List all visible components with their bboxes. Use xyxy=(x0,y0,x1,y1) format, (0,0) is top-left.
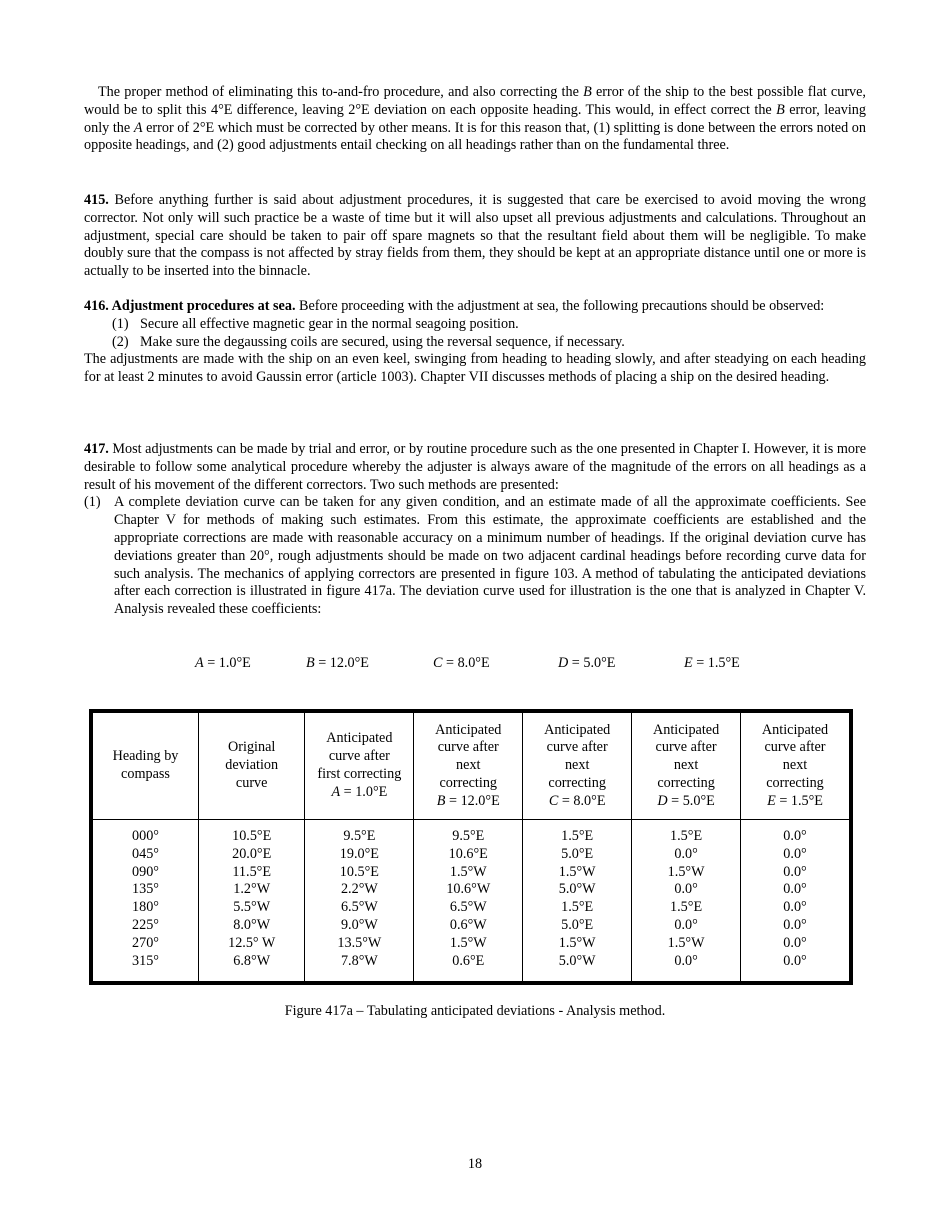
paragraph-text: Before proceeding with the adjustment at sea, the following precautions should be observed: xyxy=(295,298,825,314)
table-cell: 7.8°W xyxy=(340,952,378,969)
table-cell: 1.2°W xyxy=(233,881,271,898)
column-header: Anticipated curve after next correcting E = 1.5°E xyxy=(741,711,851,820)
table-cell: 225° xyxy=(132,916,159,933)
table-cell: 090° xyxy=(132,863,159,880)
coefficient-a: A = 1.0°E xyxy=(195,655,251,671)
table-cell: 0.0° xyxy=(674,952,698,969)
table-cell: 315° xyxy=(132,952,159,969)
table-cell: 1.5°W xyxy=(449,863,487,880)
column-header: Heading by compass xyxy=(91,711,198,820)
table-column xyxy=(414,820,523,984)
table-cell: 1.5°E xyxy=(561,899,594,916)
table-cell: 19.0°E xyxy=(339,845,379,862)
figure-caption: Figure 417a – Tabulating anticipated deviations - Analysis method. xyxy=(284,1003,666,1019)
table-column xyxy=(91,820,198,984)
table-cell: 2.2°W xyxy=(340,881,378,898)
section-heading: 416. Adjustment procedures at sea. xyxy=(84,298,296,314)
table-cell: 5.0°E xyxy=(561,916,594,933)
column-header: Anticipated curve after first correcting A = 1.0°E xyxy=(305,711,414,820)
table-cell: 1.5°W xyxy=(558,863,596,880)
table-cell: 0.0° xyxy=(783,828,807,844)
table-cell: 6.5°W xyxy=(449,899,487,916)
table-cell: 5.0°E xyxy=(561,845,594,862)
coefficient-e: E = 1.5°E xyxy=(684,655,740,671)
table-cell: 9.5°E xyxy=(343,828,376,844)
column-header: Anticipated curve after next correcting D = 5.0°E xyxy=(632,711,741,820)
table-cell: 1.5°E xyxy=(561,828,594,844)
table-cell: 1.5°W xyxy=(558,934,596,951)
table-cell: 6.5°W xyxy=(340,899,378,916)
table-cell: 135° xyxy=(132,881,159,898)
paragraph-415 xyxy=(84,192,866,281)
table-cell: 10.5°E xyxy=(339,863,379,880)
table-cell: 0.0° xyxy=(783,881,807,898)
paragraph-text: The adjustments are made with the ship on an even keel, swinging from heading to heading slowly, and after steadying on each heading for at least 2 minutes to avoid Gaussin error (article 1003). Chapter VII discusses methods of placing a ship on the desired heading. xyxy=(84,351,866,386)
table-cell: 180° xyxy=(132,899,159,916)
table-cell: 20.0°E xyxy=(232,845,272,862)
table-cell: 000° xyxy=(132,828,159,844)
list-item: (1) Secure all effective magnetic gear in the normal seagoing position. xyxy=(112,315,519,332)
table-cell: 10.6°E xyxy=(448,845,488,862)
table-cell: 045° xyxy=(132,845,159,862)
paragraph-number: 415. xyxy=(84,192,109,208)
coefficient-d: D = 5.0°E xyxy=(558,655,616,671)
column-header: Anticipated curve after next correcting B = 12.0°E xyxy=(414,711,523,820)
table-cell: 0.0° xyxy=(783,845,807,862)
paragraph-text: Most adjustments can be made by trial and error, or by routine procedure such as the one presented in Chapter I. However, it is more desirable to follow some analytical procedure whereby the adjuster is always aware of the magnitude of the errors on all headings as a result of his movement of the different correctors. Two such methods are presented: xyxy=(84,441,866,493)
table-cell: 0.0° xyxy=(783,863,807,880)
table-cell: 0.0° xyxy=(783,916,807,933)
table-cell: 5.0°W xyxy=(558,881,596,898)
table-column xyxy=(198,820,304,984)
paragraph-416 xyxy=(84,298,866,387)
coefficient-b: B = 12.0°E xyxy=(306,655,369,671)
table-cell: 1.5°E xyxy=(670,899,703,916)
table-cell: 10.5°E xyxy=(232,828,272,844)
intro-paragraph: The proper method of eliminating this to-and-fro procedure, and also correcting the B error of the ship to the best possible flat curve, would be to split this 4°E difference, leaving 2°E deviation on each opposite heading. This would, in effect correct the B error, leaving only the A error of 2°E which must be corrected by other means. It is for this reason that, (1) splitting is done between the errors noted on opposite headings, and (2) good adjustments entail checking on all headings rather than on the fundamental three. xyxy=(84,84,866,154)
table-cell: 5.0°W xyxy=(558,952,596,969)
coefficient-list xyxy=(111,655,791,673)
table-row xyxy=(91,820,851,984)
table-cell: 0.6°W xyxy=(449,916,487,933)
table-cell: 0.0° xyxy=(783,899,807,916)
table-cell: 1.5°W xyxy=(667,863,705,880)
table-cell: 9.5°E xyxy=(452,828,485,844)
table-cell: 11.5°E xyxy=(232,863,272,880)
table-cell: 0.0° xyxy=(674,881,698,898)
table-column xyxy=(523,820,632,984)
method-item: (1) A complete deviation curve can be taken for any given condition, and an estimate made of all the approximate coefficients. See Chapter V for methods of making such estimates. From this estimate, the approximate coefficients are established and the appropriate corrections are made with reasonable accuracy on a minimum number of headings. If the original deviation curve has deviations greater than 20°, rough adjustments should be made on two adjacent cardinal headings before recording curve data for such analysis. The mechanics of applying correctors are presented in figure 103. A method of tabulating the anticipated deviations after each correction is illustrated in figure 417a. The deviation curve used for illustration is the one that is analyzed in Chapter V. Analysis revealed these coefficients: xyxy=(84,494,866,618)
deviation-table xyxy=(89,709,853,985)
table-cell: 10.6°W xyxy=(446,881,491,898)
table-cell: 5.5°W xyxy=(233,899,271,916)
column-header: Anticipated curve after next correcting C = 8.0°E xyxy=(523,711,632,820)
table-cell: 13.5°W xyxy=(337,934,382,951)
table-cell: 12.5° W xyxy=(228,934,276,951)
table-cell: 9.0°W xyxy=(340,916,378,933)
paragraph-417 xyxy=(84,441,866,619)
table-header-row xyxy=(91,711,851,820)
column-header: Original deviation curve xyxy=(198,711,304,820)
table-cell: 270° xyxy=(132,934,159,951)
table-cell: 0.6°E xyxy=(452,952,485,969)
table-cell: 1.5°W xyxy=(449,934,487,951)
paragraph-number: 417. xyxy=(84,441,109,457)
table-cell: 0.0° xyxy=(783,952,807,969)
table-cell: 1.5°W xyxy=(667,934,705,951)
page-number: 18 xyxy=(467,1156,483,1172)
coefficient-c: C = 8.0°E xyxy=(433,655,490,671)
table-column xyxy=(305,820,414,984)
table-cell: 8.0°W xyxy=(233,916,271,933)
table-cell: 1.5°E xyxy=(670,828,703,844)
paragraph-text: Before anything further is said about adjustment procedures, it is suggested that care be exercised to avoid moving the wrong corrector. Not only will such practice be a waste of time but it will also upset all previous adjustments and calculations. Throughout an adjustment, special care should be taken to pair off spare magnets so that the resultant field about them will be negligible. To make doubly sure that the compass is not affected by stray fields from them, they should be kept at an appropriate distance until one or more is actually to be inserted into the binnacle. xyxy=(84,192,866,280)
table-cell: 0.0° xyxy=(674,916,698,933)
list-item: (2) Make sure the degaussing coils are secured, using the reversal sequence, if necessary. xyxy=(112,333,625,350)
table-cell: 6.8°W xyxy=(233,952,271,969)
table-cell: 0.0° xyxy=(674,845,698,862)
table-column xyxy=(632,820,741,984)
table-cell: 0.0° xyxy=(783,934,807,951)
table-column xyxy=(741,820,851,984)
